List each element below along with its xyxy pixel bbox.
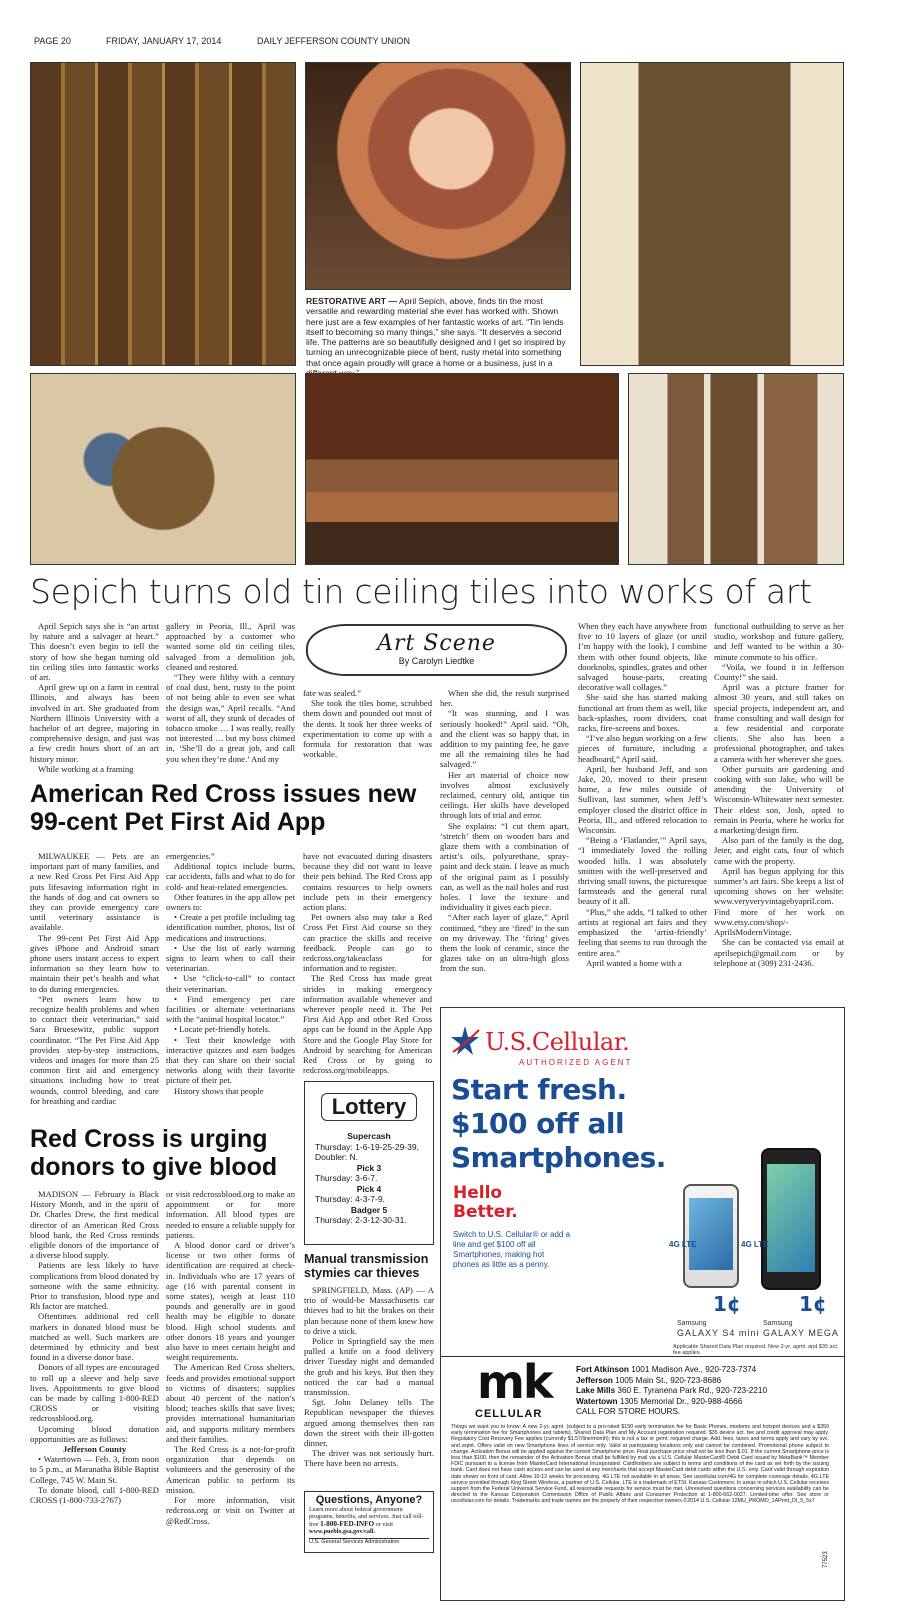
paragraph: Oftentimes additional red cell markers in donated blood must be matched as well. Such markers are determined by ethnicity and best found in a diverse donor base. xyxy=(30,1311,159,1363)
main-headline: Sepich turns old tin ceiling tiles into works of art xyxy=(30,572,812,611)
photo-wall-collage xyxy=(30,373,296,565)
sepich-col-6 xyxy=(714,621,844,1001)
lottery-game-name: Pick 4 xyxy=(356,1183,382,1194)
4g-lte-badge: 4G LTE xyxy=(669,1240,697,1249)
ad-fine-print: Things we want you to know: A new 2-yr. agmt. (subject to a pro-rated $150 early termination fee for Basic Phones, modems and hotspot devices and a $350 early termination fee for Smartphones and tablets), Shared Data Plan and My Account registration required. $35 device act. fee and credit approval may apply. Regulatory Cost Recovery Fee applies (currently $1.57/line/month); this is not a tax or gvmt. required charge. Add. fees, taxes and terms apply and vary by svc. and eqmt. Offers valid on new Smartphone lines of service only. Valid at participating locations only and cannot be combined. Promotional phone subject to change. Activation Bonus will be applied against the current Smartphone price. Final purchase price shall not be less than $.01. If the current Smartphone price is less than $100, then the remainder of the Activation Bonus shall be fulfilled by mail via a U.S. Cellular MasterCard® Debit Card issued by MetaBank™ Member FDIC pursuant to a license from MasterCard International Incorporated. Cardholders are subject to terms and conditions of the card as set forth by the issuing bank. Card does not have cash access and can be used at any merchants that accept MasterCard debit cards within the U.S. only. Card valid through expiration date shown on front of card. Allow 10-12 weeks for processing. 4G LTE not available in all areas. See uscellular.com/4G for complete coverage details. 4G LTE service provided through King Street Wireless, a partner of U.S. Cellular. LTE is a trademark of ETSI. Kansas Customers: In areas in which U.S. Cellular receives support from the Federal Universal Service Fund, all reasonable requests for service must be met. Unresolved questions concerning services availability can be directed to the Kansas Corporation Commission Office of Public Affairs and Consumer Protection at 1-800-662-0027. Limited-time offer. See store or uscellular.com for details. Trademarks and trade names are the property of their respective owners.©2014 U.S. Cellular 12MU_PROMO_1APrint_DI_5_5x7 xyxy=(451,1424,829,1505)
store-city: Watertown xyxy=(576,1396,618,1406)
lottery-result: Thursday: 1-6-19-25-29-39, xyxy=(315,1141,419,1152)
store-address: 1305 Memorial Dr., 920-988-4666 xyxy=(619,1396,743,1406)
phone1-price: 1¢ xyxy=(713,1292,741,1316)
paragraph: April grew up on a farm in central Illinois, and always has been involved in art. She graduated from Northern Illinois University with a bachelor of art degree, majoring in comprehensive design, and just was a few credit hours short of an art history minor. xyxy=(30,682,159,764)
store-row xyxy=(576,1365,767,1376)
paragraph: For more information, visit redcross.org or visit on Twitter at @RedCross. xyxy=(166,1495,295,1526)
paragraph: Her art material of choice now involves almost exclusively reclaimed, century old, antique tin ceilings. Her skills have developed through lots of trial and error. xyxy=(440,769,569,821)
paragraph: “Voila, we found it in Jefferson County!” she said. xyxy=(714,661,844,683)
paragraph: She said she has started making functional art from them as well, like back-splashes, room dividers, coat racks, fire-screens and boxes. xyxy=(578,692,707,734)
questions-body: Learn more about federal government programs, benefits, and services. Just call toll-free xyxy=(309,1506,424,1528)
phone1-brand: Samsung xyxy=(677,1320,707,1327)
paragraph: April, her husband Jeff, and son Jake, 20, moved to their present home, a few miles outside of Sullivan, last summer, when Jeff’s employer closed the district office in Peoria, Ill., and offered relocation to Wisconsin. xyxy=(578,763,707,836)
paragraph: The Red Cross has made great strides in making emergency information available whenever and wherever people need it. The Pet First Aid App and other Red Cross apps can be found in the Apple App Store and the Google Play Store for Android by searching for American Red Cross or by going to redcross.org/mobileapps. xyxy=(303,973,432,1076)
paragraph: “After each layer of glaze,” April continued, “they are ‘fired’ in the sun on my driveway. The ‘firing’ gives them the look of ceramic, since the glazes take on an ultra-high gloss from the sun. xyxy=(440,912,569,974)
paragraph: MILWAUKEE — Pets are an important part of many families, and a new Red Cross Pet First Aid App puts lifesaving information right in the hands of dog and cat owners so they can provide emergency care until veterinary assistance is available. xyxy=(30,851,159,933)
paragraph: have not evacuated during disasters because they did not want to leave their pets behind. The Red Cross app contains resources to help owners include pets in their emergency action plans. xyxy=(303,851,432,913)
sepich-col-3 xyxy=(303,688,432,788)
store-city: Lake Mills xyxy=(576,1386,616,1395)
ad-headline-1: Start fresh. xyxy=(451,1073,627,1106)
paragraph: • Test their knowledge with interactive quizzes and earn badges that they can share on their social networks along with their favorite picture of their pet. xyxy=(166,1034,295,1086)
photo-caption xyxy=(306,296,570,378)
hello-text: Hello xyxy=(453,1183,503,1203)
paragraph: • Watertown — Feb. 3, from noon to 5 p.m., at Maranatha Bible Baptist College, 745 W. Main St. xyxy=(30,1454,159,1485)
paragraph: Pet owners also may take a Red Cross Pet First Aid course so they can practice the skills and receive feedback. People can go to redcross.org/takeaclass for information and to register. xyxy=(303,912,432,974)
pet-col-3 xyxy=(303,851,432,1091)
galaxy-mega-image xyxy=(761,1148,821,1290)
questions-visit: or visit xyxy=(375,1520,393,1528)
lottery-game-name: Pick 3 xyxy=(356,1162,382,1173)
store-hours-note: CALL FOR STORE HOURS. xyxy=(576,1407,681,1416)
manual-headline: Manual transmission stymies car thieves xyxy=(304,1252,429,1280)
sepich-col-2 xyxy=(166,621,295,786)
paragraph: Upcoming blood donation opportunities are as follows: xyxy=(30,1423,159,1444)
lottery-game-name: Supercash xyxy=(347,1131,391,1141)
paragraph: Patients are less likely to have complications from blood donated by someone with the same ethnicity. Prior to transfusion, blood type and Rh factor are matched. xyxy=(30,1260,159,1312)
switch-offer-text: Switch to U.S. Cellular® or add a line and get $100 off all Smartphones, making hot phones as little as a penny. xyxy=(453,1230,571,1269)
paragraph: April has begun applying for this summer’s art fairs. She keeps a list of upcoming shows on her website: www.veryveryvintagebyapril.com. Find more of her work on www.etsy.com/shop/-AprilsModernVintage. xyxy=(714,865,844,938)
store-city: Jefferson xyxy=(576,1375,613,1385)
art-scene-title: Art Scene xyxy=(377,631,496,656)
paragraph: The American Red Cross shelters, feeds and provides emotional support to victims of disasters; supplies about 40 percent of the nation’s blood; teaches skills that save lives; provides international humanitarian aid, and supports military members and their families. xyxy=(166,1362,295,1444)
paragraph: When she did, the result surprised her. xyxy=(440,688,569,709)
lottery-title: Lottery xyxy=(321,1093,417,1121)
pet-col-1 xyxy=(30,851,159,1121)
paragraph: SPRINGFIELD, Mass. (AP) — A trio of would-be Massachusetts car thieves had to hit the brakes on their plan because none of them knew how to drive a stick. xyxy=(304,1285,434,1336)
paragraph: She explains: “I cut them apart, ‘stretch’ them on wooden bars and glaze them with a combination of artist’s oils, polyurethane, spray-paint and deck stain. I leave as much of the original paint as I possibly can, as well as the nail holes and rust holes. I love the texture and individuality it gives each piece. xyxy=(440,820,569,913)
paragraph: Also part of the family is the dog, Jeter, and eight cats, four of which came with the property. xyxy=(714,835,844,866)
questions-url: www.pueblo.gsa.gov/call. xyxy=(309,1528,376,1536)
mk-cellular-subtitle: CELLULAR xyxy=(475,1408,543,1420)
paragraph: April wanted a home with a xyxy=(586,957,682,968)
phone2-brand: Samsung xyxy=(763,1320,793,1327)
art-scene-byline: By Carolyn Liedtke xyxy=(398,656,475,666)
phone2-price: 1¢ xyxy=(799,1292,827,1316)
questions-title: Questions, Anyone? xyxy=(315,1494,423,1506)
paragraph: She took the tiles home, scrubbed them down and pounded out most of the dents. It took her three weeks of experimentation to come up with a formula for restoration that was workable. xyxy=(303,698,432,760)
lottery-result: Thursday: 2-3-12-30-31. xyxy=(315,1215,407,1225)
paragraph: “Being a ‘Flatlander,’” April says, “I immediately loved the rolling wooded hills. I was absolutely smitten with the well-preserved and thriving small towns, the picturesque farmsteads and the general rural beauty of it all. xyxy=(578,835,707,907)
lottery-box xyxy=(304,1081,434,1245)
store-row xyxy=(576,1397,767,1408)
paragraph: • Use “click-to-call” to contact their veterinarian. xyxy=(166,973,295,994)
paragraph: April was a picture framer for almost 30 years, and still takes on special projects, independent art, and frame consulting and wall design for a few residential and corporate clients. She also has been a professional photographer, and takes a camera with her wherever she goes. xyxy=(714,682,844,764)
lottery-result: Doubler: N. xyxy=(315,1152,358,1162)
paragraph: Sgt. John Delaney tells The Republican newspaper the thieves argued among themselves then ran down the street with their ill-gotten dinner. xyxy=(304,1397,434,1449)
lottery-result: Thursday: 4-3-7-9. xyxy=(315,1194,385,1204)
paragraph: “Plus,” she adds, “I talked to other artists at regional art fairs and they emphasized the ‘artist-friendly’ feeling that seems to run through the entire area.” xyxy=(578,906,707,958)
paragraph: “I’ve also begun working on a few pieces of furniture, including a headboard,” April said. xyxy=(578,733,707,764)
paragraph: When they each have anywhere from five to 10 layers of glaze (or until I’m happy with the look), I combine them with other found objects, like doorknobs, spindles, grates and other salvaged house-parts, creating decorative wall collages.” xyxy=(578,621,707,693)
paragraph: She can be contacted via email at aprilsepich@gmail.com or by telephone at (309) 231-2436. xyxy=(714,937,844,968)
ad-code: 77523 xyxy=(823,1551,829,1568)
store-address: 1005 Main St., 920-723-8686 xyxy=(615,1375,722,1385)
store-row xyxy=(576,1386,767,1397)
page-number: PAGE 20 xyxy=(34,36,71,46)
ad-headline-3: Smartphones. xyxy=(451,1141,666,1174)
paragraph: A blood donor card or driver’s license or two other forms of identification are required at check-in. Individuals who are 17 years of age (16 with parental consent in some states), weigh at least 110 pounds and generally are in good health may be eligible to donate blood. High school students and other donors 18 years and younger also have to meet certain height and weight requirements. xyxy=(166,1240,295,1363)
photo-kitchen-backsplash xyxy=(305,373,619,565)
paragraph: History shows that people xyxy=(174,1085,264,1096)
art-scene-logo xyxy=(306,624,567,676)
us-cellular-ad xyxy=(440,1007,845,1601)
blood-headline: Red Cross is urging donors to give blood xyxy=(30,1125,278,1181)
blood-col-2 xyxy=(166,1189,295,1601)
questions-box xyxy=(304,1491,434,1553)
paragraph: “It was stunning, and I was seriously hooked!” April said. “Oh, and the client was so happy that, in addition to my painting fee, he gave me all the remaining tiles he had salvaged.” xyxy=(440,708,569,770)
lottery-game-name: Badger 5 xyxy=(350,1204,388,1215)
pet-col-2 xyxy=(166,851,295,1121)
paragraph: • Locate pet-friendly hotels. xyxy=(174,1024,271,1035)
paragraph: or visit redcrossblood.org to make an appointment or for more information. All blood types are needed to ensure a reliable supply for patients. xyxy=(166,1189,295,1240)
paragraph: The driver was not seriously hurt. There have been no arrests. xyxy=(304,1448,434,1469)
paragraph: • Create a pet profile including tag identification number, photos, list of medications and instructions. xyxy=(166,912,295,943)
paragraph: gallery in Peoria, Ill., April was approached by a customer who wanted some old tin ceiling tiles, salvaged from a demolition job, cleaned and restored. xyxy=(166,621,295,672)
paragraph: • Find emergency pet care facilities or alternate veterinarians with the “animal hospital locator.” xyxy=(166,993,295,1025)
county-subhead: Jefferson County xyxy=(62,1444,127,1455)
paragraph: To donate blood, call 1-800-RED CROSS (1-800-733-2767) xyxy=(30,1484,159,1506)
questions-phone: 1-800-FED-INFO xyxy=(320,1519,375,1528)
star-logo-icon xyxy=(449,1024,481,1058)
store-list xyxy=(576,1365,767,1418)
phone2-model: GALAXY MEGA xyxy=(763,1328,839,1338)
photo-tin-cross-art xyxy=(580,62,844,366)
paragraph: Additional topics include burns, car accidents, falls and what to do for cold- and heat-related emergencies. xyxy=(166,861,295,892)
store-address: 1001 Madison Ave., 920-723-7374 xyxy=(631,1365,757,1374)
paragraph: “Pet owners learn how to recognize health problems and when to contact their veterinarian,” said Sara Bruesewitz, public support coordinator. “The Pet First Aid App provides step-by-step instructions, videos and images for more than 25 common first aid and emergency situations including how to treat wounds, control bleeding, and care for breathing and cardiac xyxy=(30,993,159,1106)
us-cellular-brand: U.S.Cellular. xyxy=(485,1028,630,1056)
paragraph: While working at a framing xyxy=(38,763,134,774)
photo-folding-screen xyxy=(30,62,296,366)
paragraph: Donors of all types are encouraged to roll up a sleeve and help save lives. Appointments to give blood can be made by calling 1-800-RED CROSS or visiting redcrossblood.org. xyxy=(30,1362,159,1424)
lottery-result: Thursday: 3-6-7. xyxy=(315,1173,378,1183)
plan-required-note: Applicable Shared Data Plan required. New 2-yr. agmt. and $35 act. fee applies. xyxy=(673,1344,839,1356)
issue-date: FRIDAY, JANUARY 17, 2014 xyxy=(106,36,222,46)
photo-april-sepich xyxy=(305,62,571,290)
paragraph: Police in Springfield say the men pulled a knife on a food delivery driver Tuesday night and demanded the grub and his keys. But then they noticed the car had a manual transmission. xyxy=(304,1336,434,1398)
paragraph: Other pursuits are gardening and cooking with son Jake, who will be attending the University of Wisconsin-Whitewater next semester. Their eldest son, Josh, opted to remain in Peoria, where he works for a marketing/design firm. xyxy=(714,763,844,836)
galaxy-s4-mini-image xyxy=(683,1184,739,1288)
better-text: Better. xyxy=(453,1202,518,1222)
store-city: Fort Atkinson xyxy=(576,1365,629,1374)
pet-app-headline: American Red Cross issues new 99-cent Pet First Aid App xyxy=(30,780,417,836)
paragraph: functional outbuilding to serve as her studio, workshop and future gallery, and Jeff wanted to be within a 30-minute commute to his office. xyxy=(714,621,844,662)
authorized-agent-label: AUTHORIZED AGENT xyxy=(519,1058,633,1067)
phone1-model: GALAXY S4 mini xyxy=(677,1328,760,1338)
paragraph: emergencies.” xyxy=(166,851,215,861)
sepich-col-4 xyxy=(440,688,569,999)
paragraph: • Use the list of early warning signs to learn when to call their veterinarian. xyxy=(166,942,295,974)
ad-headline-2: $100 off all xyxy=(451,1107,625,1140)
paragraph: Other features in the app allow pet owners to: xyxy=(166,891,295,913)
paragraph: April Sepich says she is “an artist by nature and a salvager at heart.” This doesn’t even begin to tell the story of how she began turning old tin ceiling tiles into fantastic works of art. xyxy=(30,621,159,683)
manual-body xyxy=(304,1285,434,1485)
blood-col-1 xyxy=(30,1189,159,1601)
paragraph: “They were filthy with a century of coal dust, bent, rusty to the point of not being able to even see what the design was,” April recalls. “And worst of all, they stunk of decades of tobacco smoke … I was really, really not interested … but my boss chimed in, ‘She’ll do a great job, and call you when they’re done.’ And my xyxy=(166,672,295,764)
store-address: 360 E. Tyranena Park Rd., 920-723-2210 xyxy=(617,1386,768,1395)
paragraph: The 99-cent Pet First Aid App gives iPhone and Android smart phone users instant access to expert information so they learn how to maintain their pet’s health and what to do during emergencies. xyxy=(30,932,159,994)
mk-cellular-logo: mk xyxy=(477,1355,552,1409)
questions-footer: U.S. General Services Administration xyxy=(309,1538,429,1545)
store-row xyxy=(576,1376,767,1387)
paragraph: fate was sealed.” xyxy=(303,688,361,698)
photo-wall-panels xyxy=(628,373,844,565)
4g-lte-badge: 4G LTE xyxy=(741,1240,769,1249)
paragraph: MADISON — February is Black History Month, and in the spirit of Dr. Charles Drew, the first medical director of an American Red Cross blood bank, the Red Cross reminds eligible donors of the importance of a diverse blood supply. xyxy=(30,1189,159,1261)
caption-text: April Sepich, above, finds tin the most versatile and rewarding material she ever has worked with. Shown here just are a few examples of her fantastic works of art. “Tin lends itself to becoming so many things,” she says. “It deserves a second life. The patterns are so beautifully designed and I get so inspired by turning an unrecognizable piece of bent, rusty metal into something that once again proudly will grace a home or a business, just in a xyxy=(306,296,566,368)
sepich-col-5 xyxy=(578,621,707,1001)
sepich-col-1 xyxy=(30,621,159,786)
newspaper-name: DAILY JEFFERSON COUNTY UNION xyxy=(257,36,411,46)
paragraph: The Red Cross is a not-for-profit organization that depends on volunteers and the generosity of the American public to perform its mission. xyxy=(166,1444,295,1495)
caption-lead: RESTORATIVE ART — xyxy=(306,296,398,306)
